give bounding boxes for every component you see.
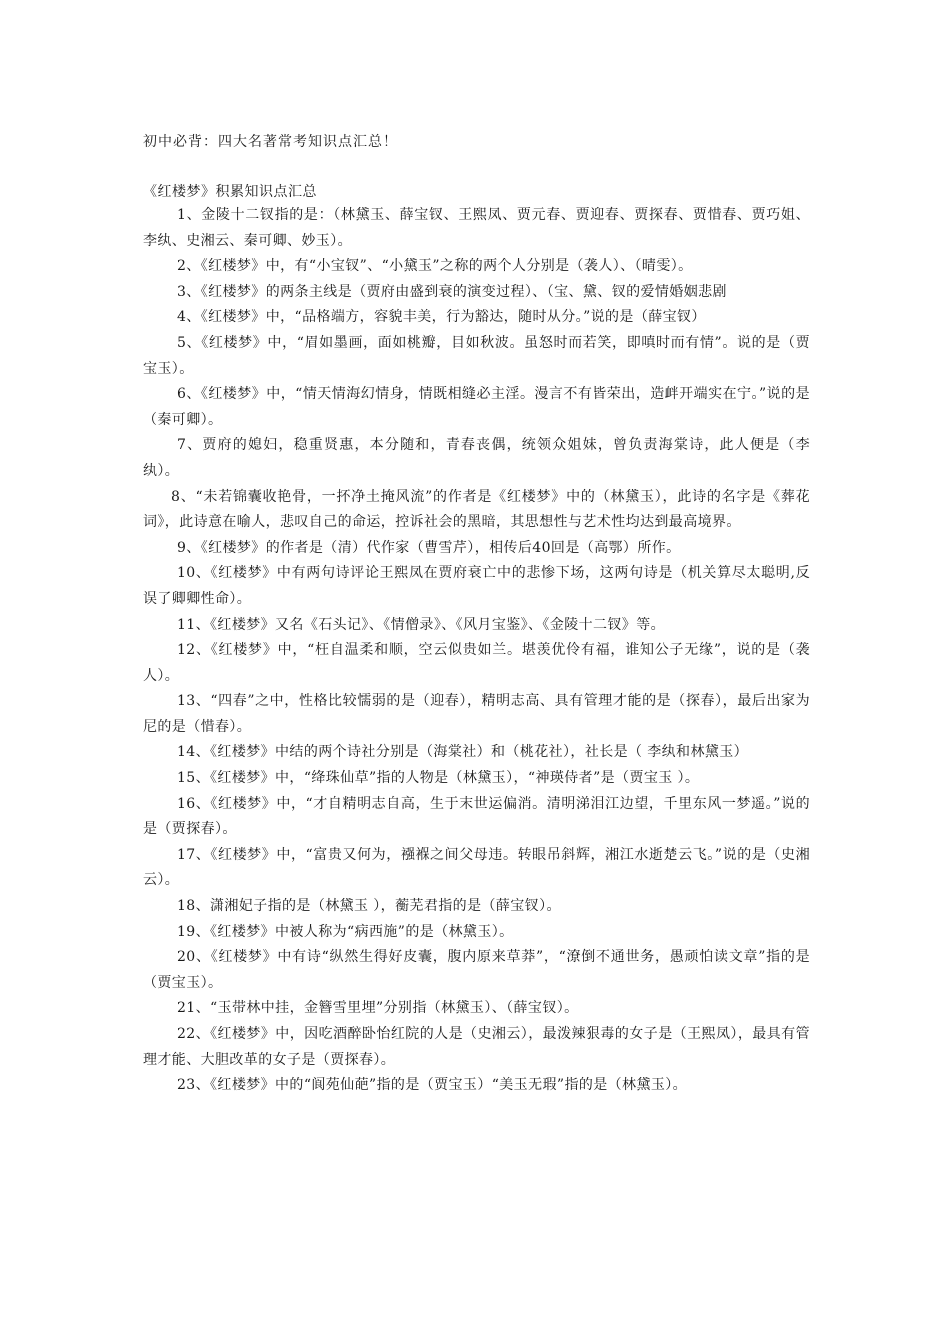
list-item: 19、《红楼梦》中被人称为“病西施”的是（林黛玉）。 (177, 923, 514, 940)
list-item: 15、《红楼梦》中，“绛珠仙草”指的人物是（林黛玉），“神瑛侍者”是（贾宝玉 ）。 (177, 770, 700, 787)
list-item: 18、潇湘妃子指的是（林黛玉 ），蘅芜君指的是（薛宝钗）。 (177, 898, 561, 915)
list-item: 16、《红楼梦》中，“才自精明志自高，生于末世运偏消。清明涕泪江边望，千里东风一梦遥。”说的是（贾探春）。 (143, 795, 810, 838)
list-item: 2、《红楼梦》中，有“小宝钗”、“小黛玉”之称的两个人分别是（袭人）、（晴雯）。 (177, 258, 693, 275)
list-item: 10、《红楼梦》中有两句诗评论王熙凤在贾府衰亡中的悲惨下场，这两句诗是（机关算尽太聪明,反误了卿卿性命）。 (143, 565, 810, 607)
document-title: 初中必背：四大名著常考知识点汇总！ (143, 134, 398, 150)
list-item: 17、《红楼梦》中，“富贵又何为，襁褓之间父母违。转眼吊斜辉，湘江水逝楚云飞。”说的是（史湘云）。 (143, 846, 810, 889)
section-title: 《红楼梦》积累知识点汇总 (143, 184, 317, 200)
list-item: 22、《红楼梦》中，因吃酒醉卧怡红院的人是（史湘云），最泼辣狠毒的女子是（王熙凤），最具有管理才能、大胆改革的女子是（贾探春）。 (143, 1026, 810, 1068)
list-item: 5、《红楼梦》中，“眉如墨画，面如桃瓣，目如秋波。虽怒时而若笑，即嗔时而有情”。说的是（贾宝玉）。 (143, 334, 810, 377)
list-item: 9、《红楼梦》的作者是（清）代作家（曹雪芹），相传后40回是（高鄂）所作。 (177, 539, 681, 556)
list-item: 14、《红楼梦》中结的两个诗社分别是（海棠社）和（桃花社），社长是（ 李纨和林黛玉） (177, 744, 749, 761)
list-item: 8、“未若锦囊收艳骨，一抔净土掩风流”的作者是《红楼梦》中的（林黛玉），此诗的名字是《葬花词》，此诗意在喻人，悲叹自己的命运，控诉社会的黑暗，其思想性与艺术性均达到最高境界。 (143, 488, 810, 531)
list-item: 7、贾府的媳妇，稳重贤惠，本分随和，青春丧偶，统领众姐妹，曾负责海棠诗，此人便是（李纨）。 (143, 437, 810, 479)
list-item: 6、《红楼梦》中，“情天情海幻情身，情既相缝必主淫。漫言不有皆荣出，造衅开端实在宁。”说的是（秦可卿）。 (143, 386, 810, 428)
list-item: 21、“玉带林中挂，金簪雪里埋”分别指（林黛玉）、（薛宝钗）。 (177, 1000, 579, 1017)
list-item: 23、《红楼梦》中的“阆苑仙葩”指的是（贾宝玉）“美玉无瑕”指的是（林黛玉）。 (177, 1077, 688, 1094)
list-item: 3、《红楼梦》的两条主线是（贾府由盛到衰的演变过程）、（宝、黛、钗的爱情婚姻悲剧 (177, 283, 727, 300)
list-item: 13、“四春”之中，性格比较懦弱的是（迎春），精明志高、具有管理才能的是（探春），最后出家为尼的是（惜春）。 (143, 693, 810, 735)
list-item: 20、《红楼梦》中有诗“纵然生得好皮囊，腹内原来草莽”，“潦倒不通世务，愚顽怕读文章”指的是（贾宝玉）。 (143, 949, 810, 991)
knowledge-list (143, 203, 810, 1099)
list-item: 12、《红楼梦》中，“枉自温柔和顺，空云似贵如兰。堪羡优伶有福，谁知公子无缘”，说的是（袭人）。 (143, 642, 810, 684)
list-item: 11、《红楼梦》又名《石头记》、《情僧录》、《风月宝鉴》、《金陵十二钗》等。 (177, 616, 666, 633)
list-item: 4、《红楼梦》中，“品格端方，容貌丰美，行为豁达，随时从分。”说的是（薛宝钗） (177, 309, 706, 326)
list-item: 1、金陵十二钗指的是：（林黛玉、薛宝钗、王熙凤、贾元春、贾迎春、贾探春、贾惜春、贾巧姐、李纨、史湘云、秦可卿、妙玉）。 (143, 207, 810, 249)
